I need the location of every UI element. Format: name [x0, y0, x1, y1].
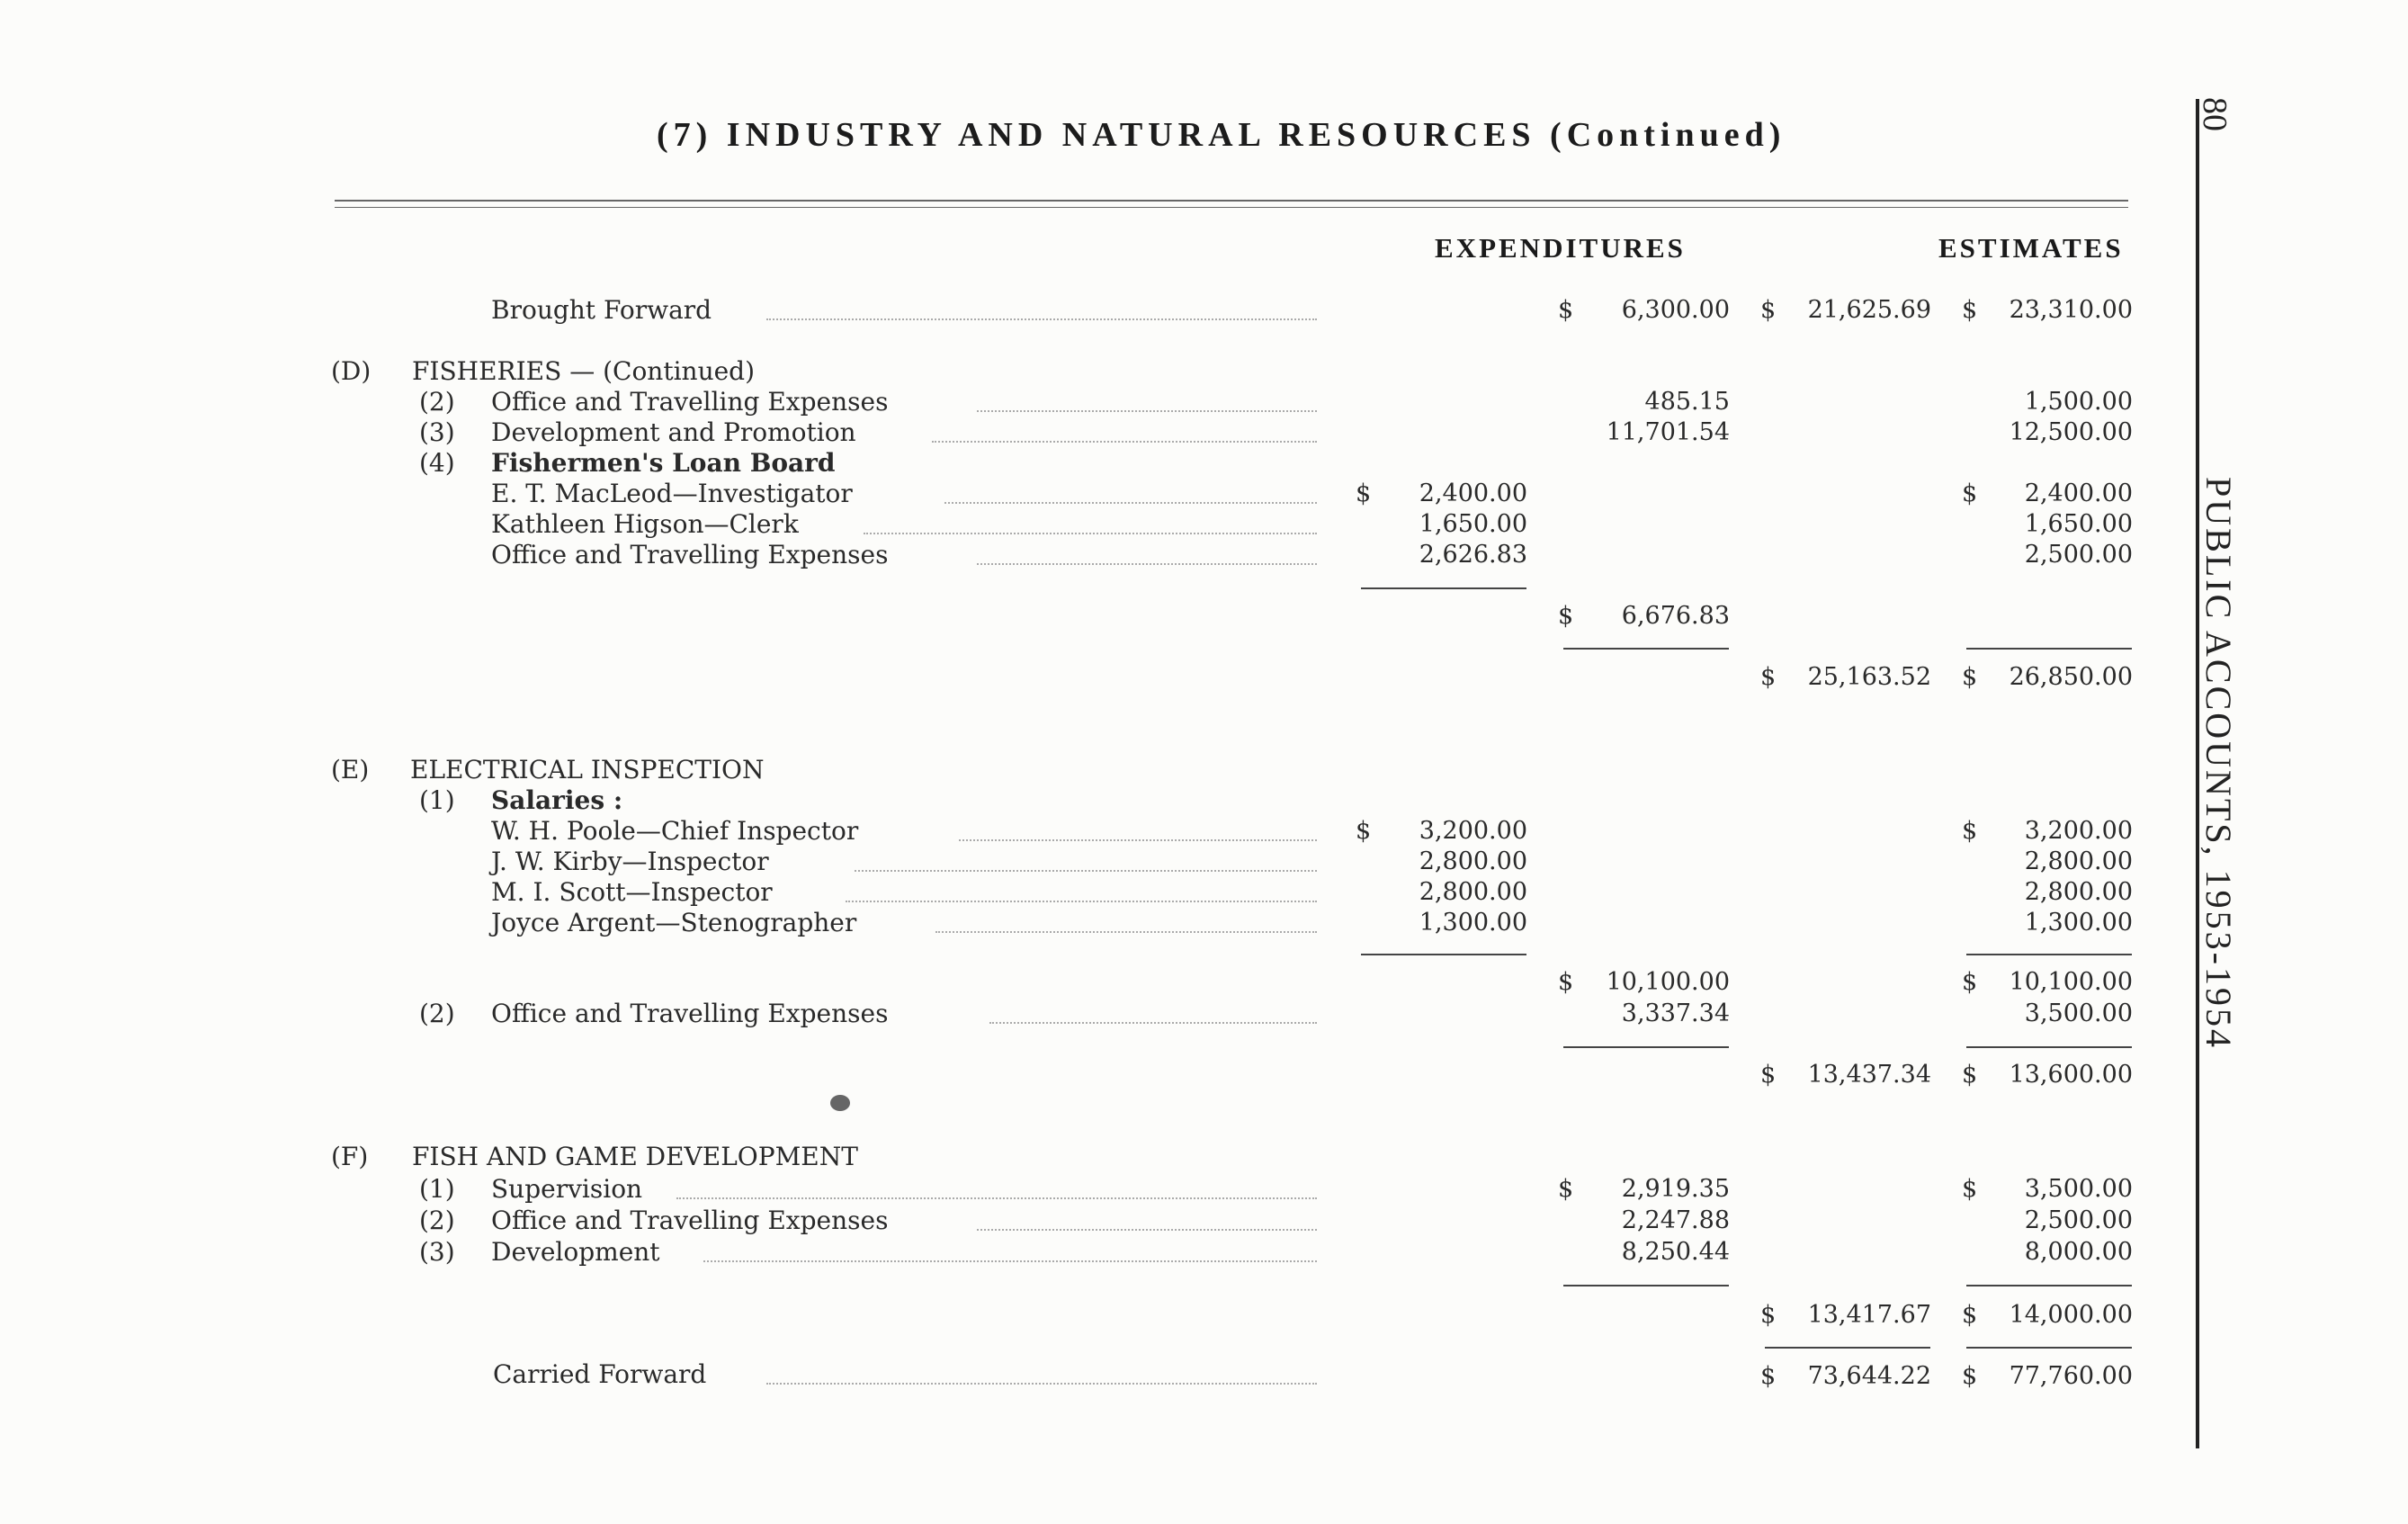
- leader: [766, 318, 1317, 320]
- item-number: (3): [419, 1237, 455, 1267]
- underline: [1563, 1046, 1729, 1048]
- underline: [1361, 954, 1526, 955]
- line-label: M. I. Scott—Inspector: [491, 877, 773, 907]
- currency: $: [1962, 296, 1978, 324]
- currency: $: [1962, 1301, 1978, 1329]
- brought-forward-col3: 21,625.69: [1807, 296, 1931, 324]
- expenditure-value: 2,800.00: [1419, 878, 1527, 906]
- currency: $: [1760, 296, 1777, 324]
- ink-blot: [830, 1095, 850, 1111]
- currency: $: [1962, 1362, 1978, 1390]
- leader: [932, 441, 1317, 443]
- brought-forward-col2: 6,300.00: [1621, 296, 1730, 324]
- underline: [1765, 1347, 1930, 1349]
- currency: $: [1558, 296, 1574, 324]
- leader: [977, 1229, 1317, 1231]
- currency: $: [1962, 1061, 1978, 1089]
- leader: [944, 502, 1317, 504]
- line-label: Office and Travelling Expenses: [491, 540, 889, 569]
- underline: [1966, 1046, 2132, 1048]
- expenditure-value: 2,919.35: [1621, 1175, 1730, 1203]
- item-label: Development and Promotion: [491, 417, 856, 447]
- item-number: (2): [419, 999, 455, 1028]
- currency: $: [1558, 602, 1574, 630]
- estimate-value: 1,650.00: [2024, 510, 2133, 538]
- side-title: PUBLIC ACCOUNTS, 1953-1954: [2198, 477, 2239, 1050]
- underline: [1966, 1347, 2132, 1349]
- item-label: Fishermen's Loan Board: [491, 448, 836, 478]
- line-label: J. W. Kirby—Inspector: [491, 847, 769, 876]
- line-label: Kathleen Higson—Clerk: [491, 509, 799, 539]
- page-number: 80: [2196, 97, 2233, 131]
- leader: [703, 1260, 1317, 1262]
- expenditure-value: 2,626.83: [1419, 541, 1527, 569]
- carried-forward-exp: 73,644.22: [1807, 1362, 1931, 1390]
- currency: $: [1760, 1362, 1777, 1390]
- subtotal-value: 10,100.00: [1606, 968, 1730, 996]
- expenditure-value: 11,701.54: [1606, 418, 1730, 446]
- item-number: (1): [419, 785, 455, 815]
- expenditures-header: EXPENDITURES: [1435, 232, 1686, 264]
- expenditure-value: 2,400.00: [1419, 480, 1527, 507]
- currency: $: [1760, 1061, 1777, 1089]
- currency: $: [1356, 480, 1372, 507]
- leader: [855, 870, 1317, 872]
- section-title: FISHERIES — (Continued): [412, 356, 756, 386]
- item-number: (1): [419, 1174, 455, 1204]
- underline: [1563, 1285, 1729, 1286]
- underline: [1563, 648, 1729, 650]
- leader: [977, 410, 1317, 412]
- estimate-value: 2,800.00: [2024, 878, 2133, 906]
- estimate-value: 1,300.00: [2024, 909, 2133, 937]
- expenditure-value: 8,250.44: [1621, 1238, 1730, 1266]
- line-label: W. H. Poole—Chief Inspector: [491, 816, 859, 846]
- estimate-value: 2,400.00: [2024, 480, 2133, 507]
- section-title: ELECTRICAL INSPECTION: [410, 755, 765, 784]
- brought-forward-label: Brought Forward: [491, 295, 712, 325]
- estimate-value: 3,200.00: [2024, 817, 2133, 845]
- section-total-exp: 13,417.67: [1807, 1301, 1931, 1329]
- line-label: Joyce Argent—Stenographer: [491, 908, 857, 937]
- title-rule-2: [335, 207, 2128, 208]
- item-label: Office and Travelling Expenses: [491, 999, 889, 1028]
- section-total-exp: 25,163.52: [1807, 663, 1931, 691]
- expenditure-value: 1,300.00: [1419, 909, 1527, 937]
- currency: $: [1962, 968, 1978, 996]
- subtotal-value: 6,676.83: [1621, 602, 1730, 630]
- estimate-value: 2,500.00: [2024, 1206, 2133, 1234]
- estimate-value: 2,500.00: [2024, 541, 2133, 569]
- expenditure-value: 3,200.00: [1419, 817, 1527, 845]
- item-number: (3): [419, 417, 455, 447]
- section-total-est: 13,600.00: [2009, 1061, 2133, 1089]
- section-total-exp: 13,437.34: [1807, 1061, 1931, 1089]
- carried-forward-label: Carried Forward: [493, 1359, 707, 1389]
- estimate-value: 8,000.00: [2024, 1238, 2133, 1266]
- item-label: Development: [491, 1237, 660, 1267]
- leader: [766, 1383, 1317, 1385]
- item-label: Office and Travelling Expenses: [491, 387, 889, 417]
- currency: $: [1962, 817, 1978, 845]
- leader: [864, 533, 1317, 534]
- estimate-value: 3,500.00: [2024, 1000, 2133, 1027]
- expenditure-value: 2,247.88: [1621, 1206, 1730, 1234]
- section-total-est: 26,850.00: [2009, 663, 2133, 691]
- section-title: FISH AND GAME DEVELOPMENT: [412, 1142, 858, 1171]
- title-rule: [335, 200, 2128, 202]
- carried-forward-est: 77,760.00: [2009, 1362, 2133, 1390]
- estimates-header: ESTIMATES: [1938, 232, 2124, 264]
- item-label: Supervision: [491, 1174, 643, 1204]
- currency: $: [1962, 1175, 1978, 1203]
- expenditure-value: 2,800.00: [1419, 847, 1527, 875]
- estimate-value: 1,500.00: [2024, 388, 2133, 416]
- section-total-est: 14,000.00: [2009, 1301, 2133, 1329]
- section-letter: (E): [331, 755, 370, 784]
- currency: $: [1760, 1301, 1777, 1329]
- currency: $: [1962, 663, 1978, 691]
- expenditure-value: 485.15: [1644, 388, 1730, 416]
- item-number: (2): [419, 387, 455, 417]
- leader: [989, 1022, 1317, 1024]
- estimate-value: 2,800.00: [2024, 847, 2133, 875]
- item-number: (4): [419, 448, 455, 478]
- leader: [935, 931, 1317, 933]
- leader: [676, 1197, 1317, 1199]
- expenditure-value: 1,650.00: [1419, 510, 1527, 538]
- currency: $: [1558, 1175, 1574, 1203]
- line-label: E. T. MacLeod—Investigator: [491, 479, 853, 508]
- underline: [1361, 587, 1526, 589]
- currency: $: [1760, 663, 1777, 691]
- expenditure-value: 3,337.34: [1621, 1000, 1730, 1027]
- currency: $: [1356, 817, 1372, 845]
- subtotal-estimate: 10,100.00: [2009, 968, 2133, 996]
- currency: $: [1558, 968, 1574, 996]
- currency: $: [1962, 480, 1978, 507]
- page-title: (7) INDUSTRY AND NATURAL RESOURCES (Continued): [657, 116, 1786, 154]
- underline: [1966, 954, 2132, 955]
- leader: [846, 901, 1317, 902]
- leader: [959, 839, 1317, 841]
- section-letter: (F): [331, 1142, 369, 1171]
- item-label: Salaries :: [491, 785, 623, 815]
- section-letter: (D): [331, 356, 371, 386]
- brought-forward-col4: 23,310.00: [2009, 296, 2133, 324]
- leader: [977, 563, 1317, 565]
- estimate-value: 3,500.00: [2024, 1175, 2133, 1203]
- item-number: (2): [419, 1206, 455, 1235]
- item-label: Office and Travelling Expenses: [491, 1206, 889, 1235]
- estimate-value: 12,500.00: [2009, 418, 2133, 446]
- underline: [1966, 1285, 2132, 1286]
- underline: [1966, 648, 2132, 650]
